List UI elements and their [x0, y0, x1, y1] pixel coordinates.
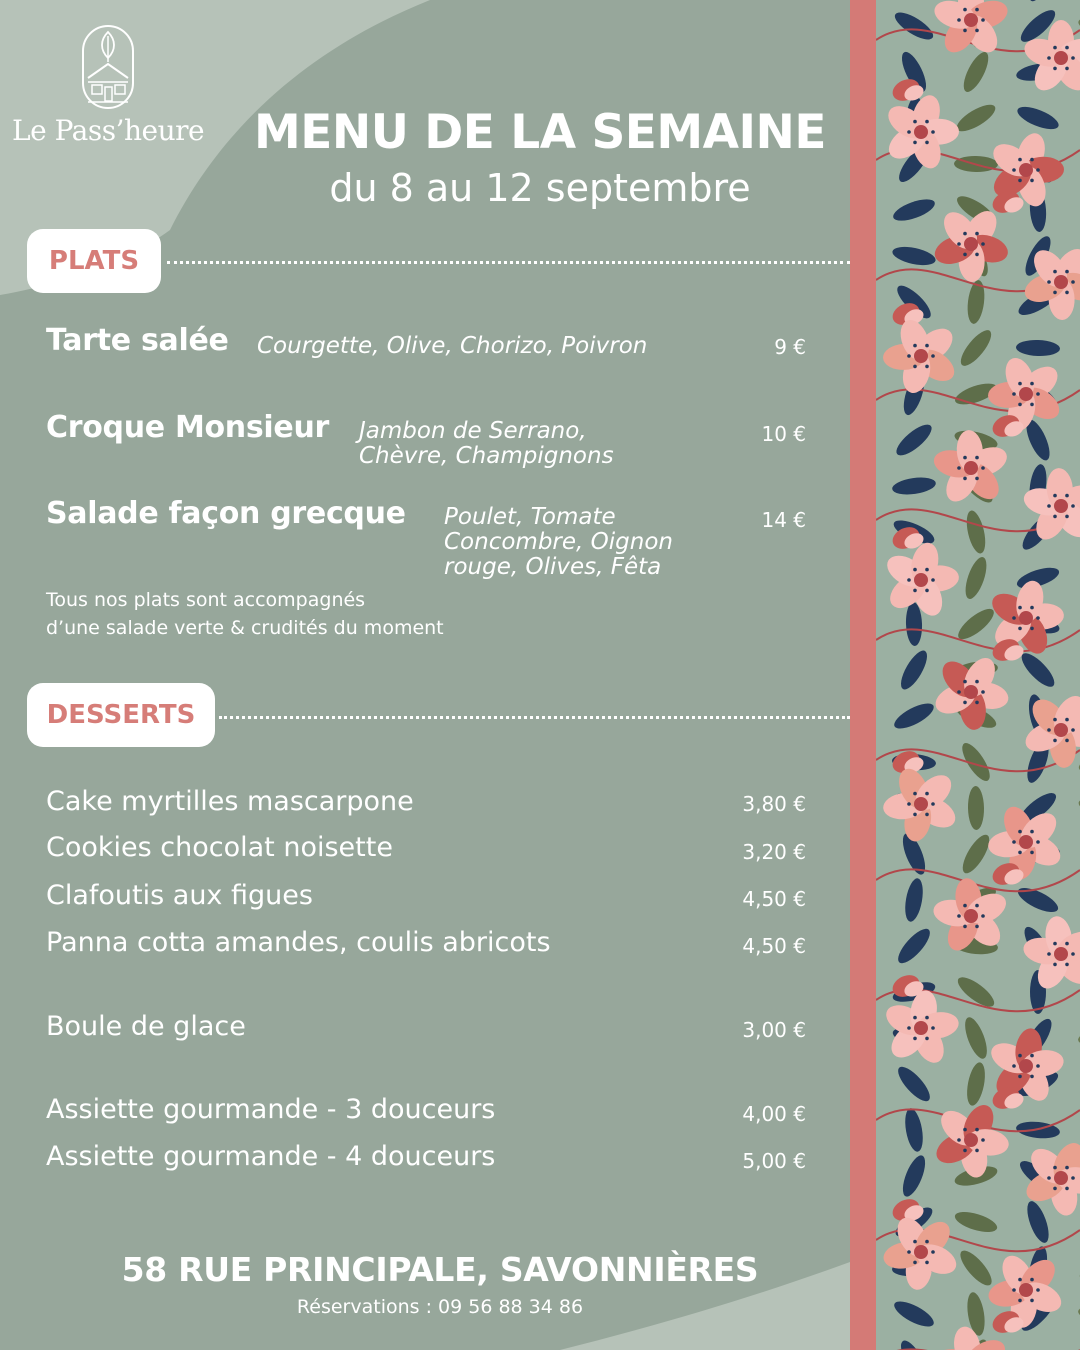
floral-pattern [876, 0, 1080, 1350]
dessert-price: 4,50 € [742, 934, 806, 958]
house-leaf-logo-icon [80, 22, 136, 112]
dessert-price: 3,20 € [742, 840, 806, 864]
page-title: MENU DE LA SEMAINE [254, 105, 826, 160]
address: 58 RUE PRINCIPALE, SAVONNIÈRES [121, 1250, 759, 1289]
brand-logo [12, 22, 204, 147]
dish-description: Courgette, Olive, Chorizo, Poivron [257, 333, 648, 359]
section-label-plats: PLATS [27, 229, 161, 293]
dish-name: Salade façon grecque [46, 496, 406, 531]
dessert-name: Panna cotta amandes, coulis abricots [46, 927, 551, 958]
dessert-name: Boule de glace [46, 1011, 246, 1042]
dessert-name: Clafoutis aux figues [46, 880, 313, 911]
section-divider-plats [167, 261, 850, 264]
dessert-name: Assiette gourmande - 3 douceurs [46, 1094, 496, 1125]
dessert-name: Cake myrtilles mascarpone [46, 786, 414, 817]
dish-name: Tarte salée [46, 323, 229, 358]
dessert-price: 4,00 € [742, 1102, 806, 1126]
dish-name: Croque Monsieur [46, 410, 330, 445]
dessert-name: Cookies chocolat noisette [46, 832, 393, 863]
dessert-name: Assiette gourmande - 4 douceurs [46, 1141, 496, 1172]
reservations-phone: Réservations : 09 56 88 34 86 [296, 1296, 584, 1318]
dish-price: 9 € [774, 335, 806, 359]
page-subtitle: du 8 au 12 septembre [329, 166, 751, 210]
dessert-price: 3,80 € [742, 792, 806, 816]
dessert-price: 5,00 € [742, 1149, 806, 1173]
dish-price: 10 € [761, 422, 806, 446]
plats-note: Tous nos plats sont accompagnés d’une salade verte & crudités du moment [46, 589, 444, 639]
brand-name: Le Pass’heure [12, 114, 205, 147]
dessert-price: 3,00 € [742, 1018, 806, 1042]
section-divider-desserts [219, 716, 850, 719]
dessert-price: 4,50 € [742, 887, 806, 911]
pink-stripe [850, 0, 876, 1350]
dish-description: Poulet, Tomate Concombre, Oignon rouge, Olives, Fêta [444, 504, 673, 580]
dish-price: 14 € [761, 508, 806, 532]
section-label-desserts: DESSERTS [27, 683, 215, 747]
dish-description: Jambon de Serrano, Chèvre, Champignons [359, 418, 614, 469]
